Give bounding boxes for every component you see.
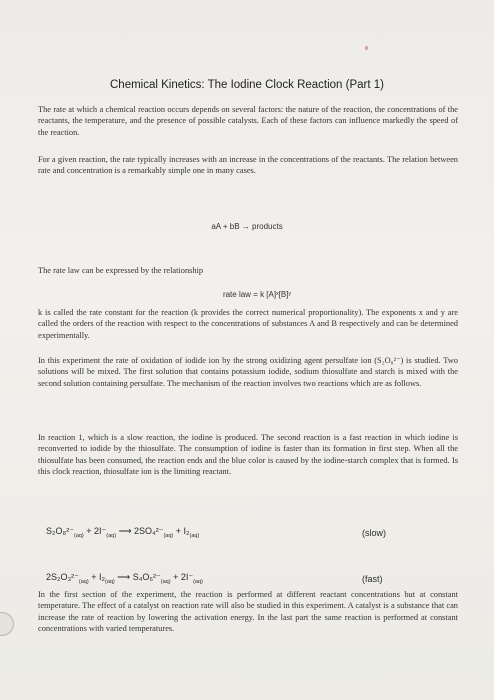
r1-arrow: ⟶ [118,526,132,536]
rate-law-equation: rate law = k [A]ˣ[B]ʸ [222,290,292,299]
r2-product-tetrathionate: S₄O₆²⁻ [132,572,161,582]
reaction-1-equation: $S_2O_8^{2-}_{(aq)} + 2I^-_{(aq)}$ ⟶ $2SO_4^{2-}_{(aq)} + I_2_{(aq)}$ [46,526,200,539]
reaction-2-speed-label: (fast) [362,574,383,584]
reaction-1-speed-label: (slow) [362,528,386,538]
paragraph-concentration: For a given reaction, the rate typically increases with an increase in the concentrations of the reactants. The relation between rate and concentration is a remarkably simple one in many cases. [38,155,458,176]
paragraph-mechanism: In reaction 1, which is a slow reaction, the iodine is produced. The second reaction is a fast reaction in which iodine is reconverted to iodide by the thiosulfate. The consumption of iodine is faster than its formation in first step. When all the thiosulfate has been consumed, the reaction ends and the blue color is caused by the iodine-starch complex that is formed. Is this clock reaction, thiosulfate ion is the limiting reactant. [38,433,458,476]
r1-product-sulfate: 2SO₄²⁻ [134,526,164,536]
document-title: Chemical Kinetics: The Iodine Clock Reaction (Part 1) [110,79,384,91]
r1-product-iodine: + I₂ [175,526,190,536]
paragraph-procedure: In the first section of the experiment, the reaction is performed at different reactant concentrations but at constant temperature. The effect of a catalyst on reaction rate will also be studied in this experiment. A catalyst is a substance that can increase the rate of reaction by lowering the activation energy. In the last part the same reaction is performed at constant concentrations with varied temperatures. [38,590,458,633]
reaction-2-equation: $2S_2O_3^{2-}_{(aq)} + I_2_{(aq)}$ ⟶ $S_4O_6^{2-}_{(aq)} + 2I^-_{(aq)}$ [46,572,203,585]
paragraph-factors: The rate at which a chemical reaction occurs depends on several factors: the nature of the reaction, the concentrations of the reactants, the temperature, and the presence of possible catalysts. Each of these factors can influence markedly the speed of the reaction. [38,105,458,137]
r1-reactant-persulfate: S₂O₈²⁻ [46,526,74,536]
r2-arrow: ⟶ [117,572,131,582]
r2-product-iodide: + 2I⁻ [173,572,194,582]
r2-reactant-thiosulfate: 2S₂O₃²⁻ [46,572,79,582]
general-reaction-equation: aA + bB → products [211,222,283,231]
binder-hole [0,612,14,636]
paragraph-rate-constant: k is called the rate constant for the reaction (k provides the correct numerical proportionality). The exponents x and y are called the orders of the reaction with respect to the concentrations of substances A and B respectively and can be determined experimentally. [38,308,458,340]
paragraph-rate-law-intro: The rate law can be expressed by the relationship [38,266,204,275]
paragraph-experiment: In this experiment the rate of oxidation of iodide ion by the strong oxidizing agent persulfate ion (S₂O₈²⁻) is studied. Two solutions will be mixed. The first solution that contains potassium iodide, sodium thiosulfate and starch is mixed with the second solution containing persulfate. The mechanism of the reaction involves two reactions which are as follows. [38,356,458,388]
paper-mark [365,46,368,50]
r2-reactant-iodine: + I₂ [91,572,105,582]
r1-reactant-iodide: + 2I⁻ [86,526,107,536]
